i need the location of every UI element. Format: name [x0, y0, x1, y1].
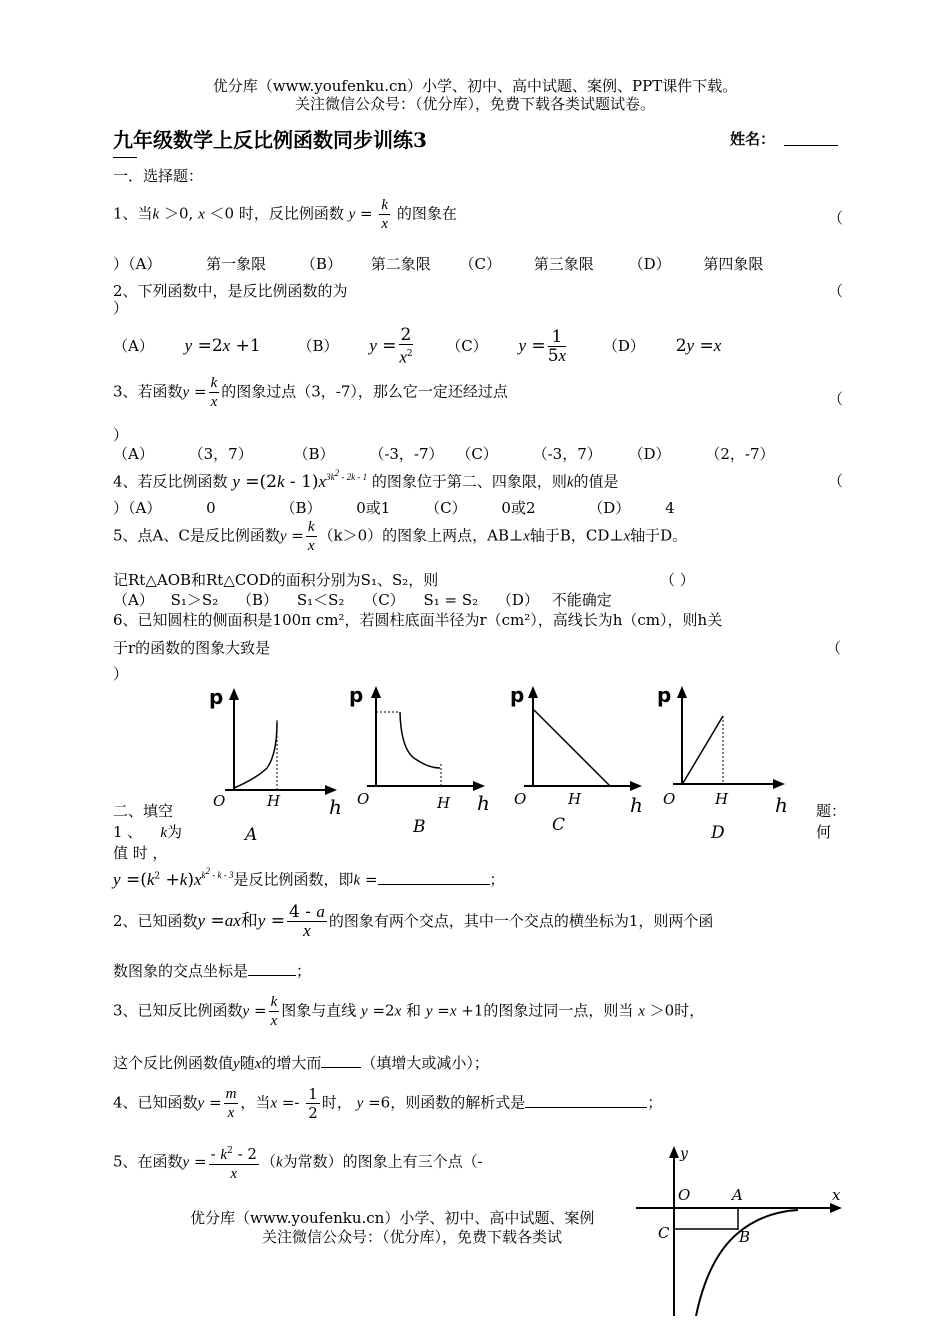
svg-text:O: O: [663, 790, 676, 808]
q3-paren-open: （: [828, 390, 844, 408]
fill-question-3-line-2: 这个反比例函数值y随x的增大而 （填增大或减小）；: [113, 1054, 489, 1072]
fill-question-5: 5、在函数y = $\frac{- k^2 - 2}{x}$ （k为常数）的图象上有三个点（-: [113, 1142, 483, 1183]
name-blank: [784, 128, 838, 146]
question-1: 1、当k ＞0, x ＜0 时，反比例函数 y = $\frac{k}{x}$ 的图象在: [113, 197, 457, 232]
svg-text:y: y: [680, 1146, 688, 1162]
svg-text:p: p: [510, 683, 525, 707]
footer-line-1: 优分库（www.youfenku.cn）小学、初中、高中试题、案例: [190, 1209, 595, 1227]
fill-question-3: 3、已知反比例函数y = $\frac{k}{x}$ 图象与直线 y =2x 和 y =x +1的图象过同一点，则当 x ＞0时，: [113, 994, 705, 1029]
q4-options: ）（A） 0 （B） 0或1 （C） 0或2 （D） 4: [113, 499, 675, 517]
title-rule: [113, 157, 137, 158]
q1-paren: （: [828, 209, 844, 227]
fill1-row-b: 值 时 ，: [113, 844, 168, 862]
q2-options: （A） y =2x +1 （B） y = $\frac{2}{x^2}$ （C） y = $\frac{1}{5x}$ （D） 2y =x: [113, 325, 722, 367]
question-4: 4、若反比例函数 $y =(2k - 1)x^{3k^2 - 2k - 1}$ 的图象位于第二、四象限，则k的值是: [113, 468, 619, 492]
svg-text:H: H: [437, 794, 451, 812]
svg-text:C: C: [658, 1224, 670, 1242]
fill1-right: 何: [816, 823, 832, 841]
question-5: 5、点A、C是反比例函数y = $\frac{k}{x}$ （k＞0）的图象上两点，AB⊥x轴于B，CD⊥x轴于D。: [113, 519, 688, 554]
axis-p-label: p: [209, 685, 224, 709]
graph-a[interactable]: [205, 682, 345, 847]
svg-text:p: p: [349, 683, 364, 707]
q4-paren-open: （: [828, 472, 844, 490]
svg-text:B: B: [739, 1228, 751, 1246]
graph-label-a: A: [245, 825, 258, 845]
fill1-row-a: 1 、 k为: [113, 823, 182, 841]
q5-paren: （ ）: [660, 571, 695, 589]
q5-options: （A） S₁＞S₂ （B） S₁＜S₂ （C） S₁ = S₂ （D） 不能确定: [113, 591, 612, 609]
svg-text:O: O: [678, 1186, 691, 1204]
name-label: 姓名：: [730, 130, 776, 148]
q3-paren-close: ）: [113, 426, 129, 444]
graph-label-b: B: [413, 817, 426, 837]
svg-text:h: h: [775, 793, 788, 817]
svg-text:H: H: [568, 790, 582, 808]
question-2: 2、下列函数中，是反比例函数的为: [113, 282, 348, 300]
q6-paren-close: ）: [113, 665, 129, 683]
q3-options: （A） （3，7） （B） （-3，-7） （C） （-3，7） （D） （2，-7）: [113, 445, 775, 463]
header-line-1: 优分库（www.youfenku.cn）小学、初中、高中试题、案例、PPT课件下载。: [212, 77, 738, 95]
graph-d[interactable]: [655, 682, 800, 847]
fill-question-4: 4、已知函数y = $\frac{m}{x}$ ，当x =- $\frac{1}{2}$ 时， y =6，则函数的解析式是 ；: [113, 1085, 663, 1122]
fill-question-2: 2、已知函数y =ax和y = $\frac{4 - a}{x}$ 的图象有两个交点，其中一个交点的横坐标为1，则两个函: [113, 902, 714, 940]
svg-text:h: h: [477, 791, 490, 815]
q1-options: ）（A） 第一象限 （B） 第二象限 （C） 第三象限 （D） 第四象限: [113, 255, 764, 273]
section-2-right: 题：: [816, 802, 847, 820]
svg-text:A: A: [732, 1186, 743, 1204]
question-6-line-2: 于r的函数的图象大致是: [113, 639, 271, 657]
graph-b[interactable]: [345, 682, 495, 847]
svg-text:p: p: [657, 683, 672, 707]
svg-text:O: O: [357, 790, 370, 808]
header-line-2: 关注微信公众号：（优分库），免费下载各类试题试卷。: [294, 95, 655, 113]
svg-text:x: x: [832, 1186, 841, 1204]
q2-paren-open: （: [828, 282, 844, 300]
svg-text:O: O: [514, 790, 527, 808]
coordinate-figure: [628, 1138, 850, 1320]
svg-text:h: h: [630, 793, 643, 817]
graph-c[interactable]: [508, 682, 653, 847]
question-6-line-1: 6、已知圆柱的侧面积是100π cm²，若圆柱底面半径为r（cm²），高线长为h（cm），则h关: [113, 611, 723, 629]
svg-text:h: h: [329, 795, 342, 819]
svg-text:H: H: [715, 790, 729, 808]
svg-text:H: H: [267, 792, 281, 810]
svg-text:O: O: [213, 792, 226, 810]
fill-question-1: $y =(k^2 +k)x^{k^2 - k - 3}$是反比例函数，即k = ；: [113, 866, 505, 890]
question-3: 3、若函数y = $\frac{k}{x}$ 的图象过点（3，-7），那么它一定还经过点: [113, 375, 508, 410]
graph-label-c: C: [552, 815, 566, 835]
q6-paren-open: （: [826, 639, 842, 657]
section-1-heading: 一．选择题：: [113, 167, 204, 185]
fill-question-2-line-2: 数图象的交点坐标是 ；: [113, 962, 312, 980]
footer-line-2: 关注微信公众号：（优分库），免费下载各类试: [262, 1228, 563, 1246]
graph-label-d: D: [711, 823, 725, 843]
q5-line-2: 记Rt△AOB和Rt△COD的面积分别为S₁、S₂，则: [113, 571, 439, 589]
section-2-left: 二、填空: [113, 802, 174, 820]
page-title: 九年级数学上反比例函数同步训练3: [113, 128, 427, 152]
q2-paren-close: ）: [113, 299, 129, 317]
